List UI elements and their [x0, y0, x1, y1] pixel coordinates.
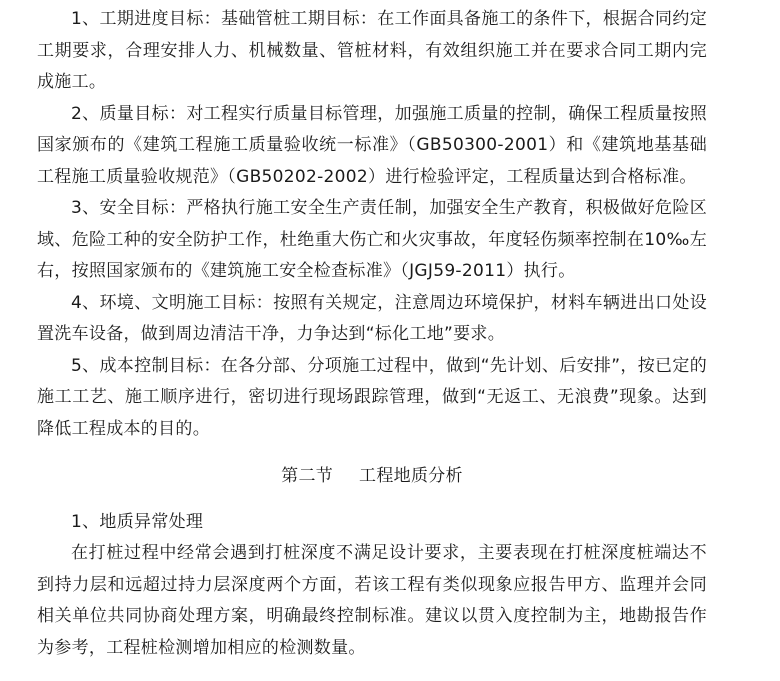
- subsection-heading: 1、地质异常处理: [71, 511, 204, 532]
- geology-anomaly-paragraph: 在打桩过程中经常会遇到打桩深度不满足设计要求，主要表现在打桩深度桩端达不到持力层和远超过持力层深度两个方面，若该工程有类似现象应报告甲方、监理并会同相关单位共同协商处理方案，明确最终控制标准。建议以贯入度控制为主，地勘报告作为参考，工程桩检测增加相应的检测数量。: [37, 543, 707, 658]
- environment-goal-paragraph: 4、环境、文明施工目标：按照有关规定，注意周边环境保护，材料车辆进出口处设置洗车设备，做到周边清洁干净，力争达到“标化工地”要求。: [37, 292, 707, 344]
- safety-goal-paragraph: 3、安全目标：严格执行施工安全生产责任制，加强安全生产教育，积极做好危险区域、危险工种的安全防护工作，杜绝重大伤亡和火灾事故，年度轻伤频率控制在10‰左右，按照国家颁布的《建筑施工安全检查标准》（JGJ59-2011）执行。: [37, 198, 707, 281]
- quality-goal-paragraph: 2、质量目标：对工程实行质量目标管理，加强施工质量的控制，确保工程质量按照国家颁布的《建筑工程施工质量验收统一标准》（GB50300-2001）和《建筑地基基础工程施工质量验收规范》（GB50202-2002）进行检验评定，工程质量达到合格标准。: [37, 103, 707, 187]
- section-name: 工程地质分析: [359, 466, 463, 486]
- document-body: [37, 4, 707, 664]
- section-number: 第二节: [281, 466, 334, 486]
- section-title: [37, 461, 707, 493]
- schedule-goal-paragraph: 1、工期进度目标：基础管桩工期目标：在工作面具备施工的条件下，根据合同约定工期要求，合理安排人力、机械数量、管桩材料，有效组织施工并在要求合同工期内完成施工。: [37, 9, 707, 92]
- cost-goal-paragraph: 5、成本控制目标：在各分部、分项施工过程中，做到“先计划、后安排”，按已定的施工工艺、施工顺序进行，密切进行现场跟踪管理，做到“无返工、无浪费”现象。达到降低工程成本的目的。: [37, 355, 707, 439]
